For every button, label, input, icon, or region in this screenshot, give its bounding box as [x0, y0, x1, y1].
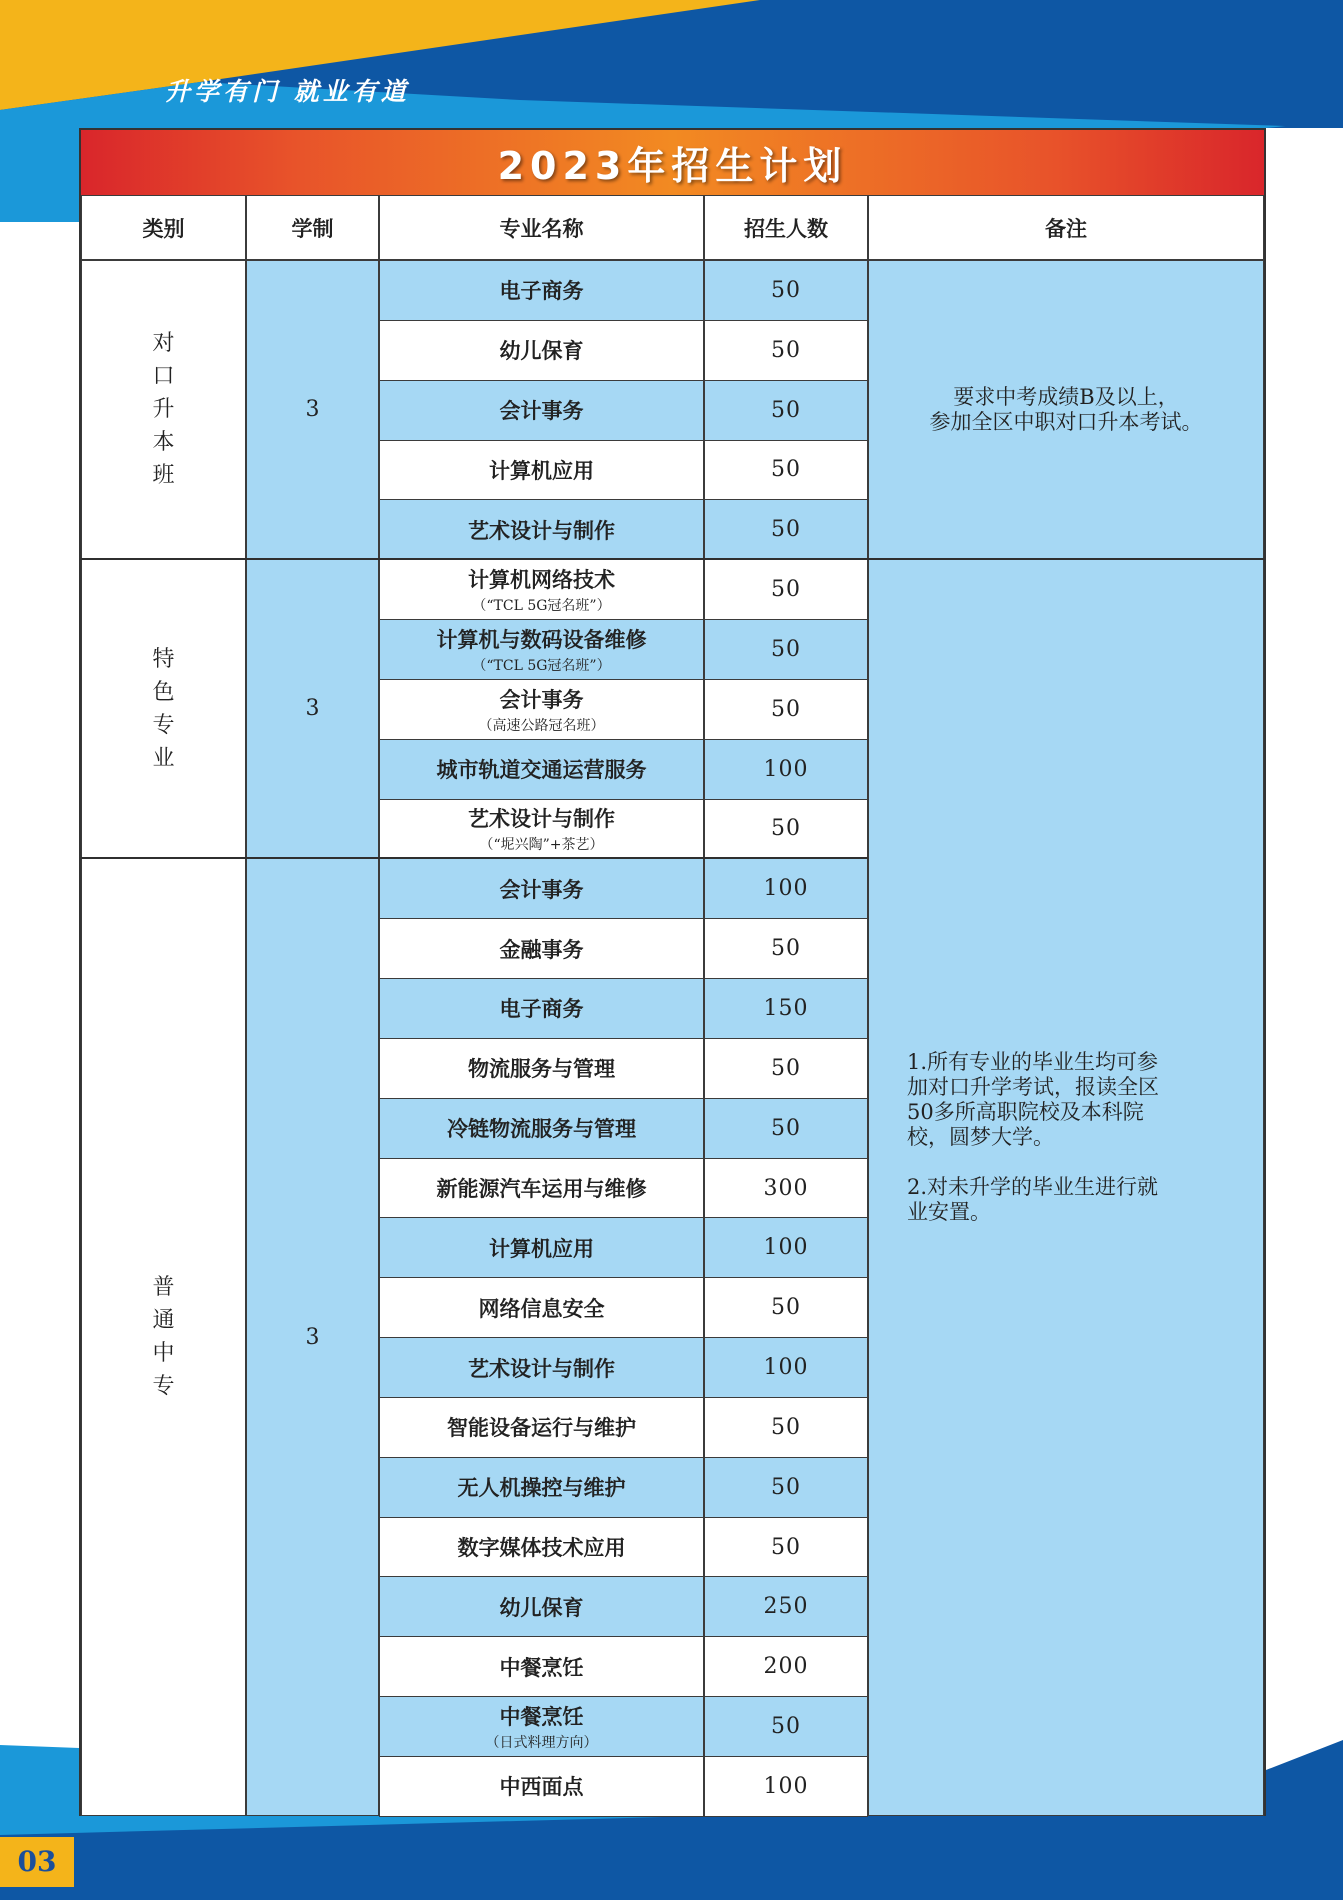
- major-name: 中西面点: [499, 1774, 584, 1800]
- table-row-major: [379, 440, 704, 501]
- table-row-major: [379, 1517, 704, 1578]
- major-name: 电子商务: [499, 278, 584, 304]
- major-name: 金融事务: [499, 936, 584, 962]
- years-group-1: 3: [246, 260, 379, 559]
- table-row-major: [379, 1696, 704, 1757]
- table-title: 2023年招生计划: [81, 130, 1264, 195]
- major-name: 艺术设计与制作: [468, 806, 615, 832]
- table-row-enrollment: 50: [704, 559, 868, 620]
- major-name: 中餐烹饪: [499, 1704, 584, 1730]
- major-name: 计算机与数码设备维修: [436, 626, 647, 652]
- table-row-major: [379, 1576, 704, 1637]
- remark-line: 业安置。: [907, 1200, 991, 1224]
- remarks-group-1: [868, 260, 1264, 559]
- table-row-enrollment: 100: [704, 1756, 868, 1817]
- major-name: 无人机操控与维护: [457, 1475, 626, 1501]
- table-row-major: [379, 799, 704, 860]
- category-label: 普通中专: [152, 1275, 175, 1399]
- header-remarks: 备注: [868, 195, 1264, 260]
- table-row-enrollment: 100: [704, 739, 868, 800]
- table-row-enrollment: 50: [704, 619, 868, 680]
- major-name: 智能设备运行与维护: [447, 1415, 636, 1441]
- table-row-enrollment: 50: [704, 260, 868, 321]
- header-major: 专业名称: [379, 195, 704, 260]
- table-row-enrollment: 50: [704, 1038, 868, 1099]
- table-row-major: [379, 380, 704, 441]
- table-row-major: [379, 559, 704, 620]
- header-enrollment: 招生人数: [704, 195, 868, 260]
- major-note: （高速公路冠名班）: [478, 717, 605, 734]
- major-name: 幼儿保育: [499, 1594, 584, 1620]
- category-group-2: [81, 559, 246, 858]
- remark-line: 参加全区中职对口升本考试。: [929, 409, 1203, 434]
- table-row-enrollment: 100: [704, 858, 868, 919]
- table-row-enrollment: 200: [704, 1636, 868, 1697]
- remark-line: 1.所有专业的毕业生均可参: [907, 1050, 1159, 1074]
- table-row-major: [379, 1038, 704, 1099]
- table-row-major: [379, 320, 704, 381]
- major-name: 会计事务: [499, 398, 584, 424]
- table-row-enrollment: 50: [704, 1277, 868, 1338]
- header-years: 学制: [246, 195, 379, 260]
- table-row-enrollment: 50: [704, 320, 868, 381]
- table-row-enrollment: 50: [704, 499, 868, 560]
- category-label: 对口升本班: [152, 331, 175, 488]
- page-number: 03: [0, 1837, 74, 1887]
- remark-line: 2.对未升学的毕业生进行就: [907, 1175, 1159, 1199]
- category-group-1: [81, 260, 246, 559]
- table-row-enrollment: 50: [704, 918, 868, 979]
- group-divider: [81, 857, 868, 859]
- table-row-major: [379, 918, 704, 979]
- table-row-enrollment: 100: [704, 1337, 868, 1398]
- major-name: 艺术设计与制作: [468, 1355, 615, 1381]
- major-name: 计算机应用: [489, 1235, 594, 1261]
- major-name: 中餐烹饪: [499, 1654, 584, 1680]
- major-name: 艺术设计与制作: [468, 517, 615, 543]
- table-row-enrollment: 50: [704, 1457, 868, 1518]
- remark-line: 加对口升学考试，报读全区: [907, 1075, 1159, 1099]
- years-group-3: 3: [246, 858, 379, 1816]
- table-row-enrollment: 300: [704, 1158, 868, 1219]
- major-note: （“TCL 5G冠名班”）: [472, 657, 611, 674]
- major-name: 数字媒体技术应用: [457, 1535, 626, 1561]
- major-note: （“坭兴陶”+茶艺）: [479, 837, 604, 854]
- table-row-major: [379, 978, 704, 1039]
- table-row-enrollment: 250: [704, 1576, 868, 1637]
- group-divider: [81, 558, 1264, 560]
- table-row-major: [379, 1337, 704, 1398]
- major-name: 会计事务: [499, 876, 584, 902]
- major-name: 会计事务: [499, 686, 584, 712]
- category-group-3: [81, 858, 246, 1816]
- table-row-major: [379, 1397, 704, 1458]
- major-note: （“TCL 5G冠名班”）: [472, 598, 611, 615]
- table-row-major: [379, 1277, 704, 1338]
- table-row-major: [379, 679, 704, 740]
- table-row-enrollment: 100: [704, 1217, 868, 1278]
- major-name: 新能源汽车运用与维修: [436, 1176, 647, 1201]
- major-name: 计算机应用: [489, 457, 594, 483]
- table-row-major: [379, 499, 704, 560]
- major-note: （日式料理方向）: [485, 1735, 598, 1752]
- table-row-enrollment: 50: [704, 1397, 868, 1458]
- major-name: 物流服务与管理: [468, 1056, 615, 1082]
- major-name: 网络信息安全: [478, 1295, 605, 1321]
- major-name: 电子商务: [499, 996, 584, 1022]
- table-row-enrollment: 50: [704, 1696, 868, 1757]
- table-row-major: [379, 1098, 704, 1159]
- major-name: 幼儿保育: [499, 338, 584, 364]
- table-row-major: [379, 1158, 704, 1219]
- table-row-major: [379, 260, 704, 321]
- remark-line: 校，圆梦大学。: [907, 1125, 1054, 1149]
- table-row-enrollment: 50: [704, 440, 868, 501]
- major-name: 计算机网络技术: [468, 567, 615, 593]
- header-category: 类别: [81, 195, 246, 260]
- remarks-group-2-3: [868, 559, 1264, 1816]
- table-row-enrollment: 50: [704, 799, 868, 860]
- category-label: 特色专业: [152, 646, 175, 771]
- table-row-major: [379, 858, 704, 919]
- remark-line: 50多所高职院校及本科院: [907, 1100, 1144, 1124]
- table-row-major: [379, 1457, 704, 1518]
- table-row-enrollment: 50: [704, 380, 868, 441]
- slogan: 升学有门 就业有道: [165, 77, 410, 106]
- table-row-enrollment: 150: [704, 978, 868, 1039]
- major-name: 冷链物流服务与管理: [447, 1116, 636, 1142]
- table-row-major: [379, 739, 704, 800]
- table-row-enrollment: 50: [704, 1517, 868, 1578]
- remark-line: 要求中考成绩B及以上，: [953, 384, 1179, 409]
- table-row-enrollment: 50: [704, 1098, 868, 1159]
- table-row-major: [379, 1756, 704, 1817]
- years-group-2: 3: [246, 559, 379, 858]
- major-name: 城市轨道交通运营服务: [436, 757, 647, 783]
- table-row-major: [379, 1636, 704, 1697]
- table-row-enrollment: 50: [704, 679, 868, 740]
- table-row-major: [379, 619, 704, 680]
- table-row-major: [379, 1217, 704, 1278]
